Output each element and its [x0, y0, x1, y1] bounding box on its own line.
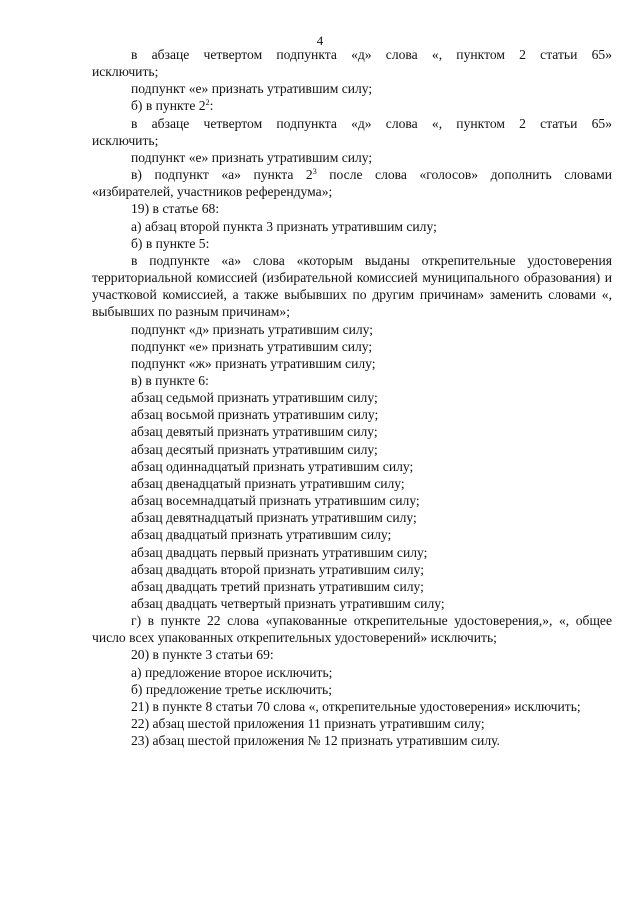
paragraph — [92, 166, 612, 183]
paragraph — [92, 80, 612, 97]
paragraph — [92, 664, 612, 681]
paragraph — [92, 218, 612, 235]
paragraph — [92, 715, 612, 732]
paragraph — [92, 526, 612, 543]
paragraph-text: подпункт «е» признать утратившим силу; — [131, 338, 373, 354]
paragraph-text: абзац восьмой признать утратившим силу; — [131, 407, 379, 423]
paragraph-text: в абзаце четвертом подпункта «д» слова «, пунктом 2 статьи 65» — [131, 115, 612, 131]
page-number: 4 — [316, 33, 324, 48]
document-body — [92, 46, 612, 749]
paragraph-text: абзац седьмой признать утратившим силу; — [131, 390, 378, 406]
paragraph-text: абзац десятый признать утратившим силу; — [131, 441, 378, 457]
paragraph-text: б) в пункте 2 — [131, 98, 206, 114]
paragraph-text: а) предложение второе исключить; — [131, 664, 333, 680]
paragraph — [92, 97, 612, 114]
paragraph-text: исключить; — [92, 132, 159, 148]
paragraph — [92, 372, 612, 389]
paragraph-text: абзац восемнадцатый признать утратившим силу; — [131, 493, 420, 509]
paragraph-text: 23) абзац шестой приложения № 12 признать утратившим силу. — [131, 733, 500, 749]
paragraph-text: абзац двадцать четвертый признать утратившим силу; — [131, 596, 445, 611]
paragraph-text: абзац одиннадцатый признать утратившим силу; — [131, 458, 414, 474]
paragraph — [92, 63, 612, 80]
paragraph-text: абзац двадцать второй признать утратившим силу; — [131, 561, 424, 577]
paragraph — [92, 578, 612, 595]
paragraph-text: в абзаце четвертом подпункта «д» слова «, пунктом 2 статьи 65» — [131, 47, 612, 62]
paragraph-text: абзац двенадцатый признать утратившим силу; — [131, 475, 405, 491]
superscript: 2 — [205, 98, 210, 108]
paragraph — [92, 46, 612, 63]
paragraph — [92, 235, 612, 252]
paragraph-text: подпункт «ж» признать утратившим силу; — [131, 355, 376, 371]
paragraph-text: абзац двадцать третий признать утратившим силу; — [131, 578, 424, 594]
paragraph — [92, 338, 612, 355]
paragraph-text: абзац двадцатый признать утратившим силу; — [131, 527, 392, 543]
paragraph — [92, 389, 612, 406]
paragraph-text-tail: после слова «голосов» дополнить словами — [316, 167, 612, 183]
paragraph-text: 20) в пункте 3 статьи 69: — [131, 647, 274, 663]
paragraph — [92, 646, 612, 663]
superscript: 3 — [312, 167, 317, 177]
paragraph-text: 19) в статье 68: — [131, 201, 220, 217]
paragraph-text: подпункт «е» признать утратившим силу; — [131, 81, 373, 97]
paragraph-text: «избирателей, участников референдума»; — [92, 184, 333, 200]
paragraph — [92, 115, 612, 132]
paragraph-text: г) в пункте 22 слова «упакованные открепительные удостоверения,», «, общее число всех упакованных открепительных удостоверений» исключить; — [92, 613, 612, 646]
paragraph-text: абзац двадцать первый признать утратившим силу; — [131, 544, 428, 560]
paragraph — [92, 252, 612, 321]
paragraph — [92, 509, 612, 526]
paragraph — [92, 561, 612, 578]
paragraph-text: абзац девятый признать утратившим силу; — [131, 424, 378, 440]
paragraph-text: в подпункте «а» слова «которым выданы открепительные удостоверения территориальной комиссией (избирательной комиссией муниципального образования) и участковой комиссией, а также выбывших по другим причинам» заменить словами «, выбывших по разным причинам»; — [92, 252, 612, 320]
paragraph-text: подпункт «е» признать утратившим силу; — [131, 149, 373, 165]
paragraph-text: абзац девятнадцатый признать утратившим силу; — [131, 510, 417, 526]
paragraph — [92, 475, 612, 492]
paragraph — [92, 132, 612, 149]
paragraph-text: 21) в пункте 8 статьи 70 слова «, открепительные удостоверения» исключить; — [131, 698, 581, 714]
paragraph — [92, 355, 612, 372]
paragraph-text-tail: : — [209, 98, 214, 114]
paragraph — [92, 183, 612, 200]
paragraph-text: а) абзац второй пункта 3 признать утратившим силу; — [131, 218, 437, 234]
paragraph — [92, 423, 612, 440]
paragraph — [92, 406, 612, 423]
paragraph — [92, 321, 612, 338]
paragraph-text: б) в пункте 5: — [131, 235, 210, 251]
paragraph — [92, 458, 612, 475]
paragraph — [92, 149, 612, 166]
paragraph — [92, 544, 612, 561]
paragraph-text: в) подпункт «а» пункта 2 — [131, 167, 313, 183]
paragraph — [92, 200, 612, 217]
paragraph-text: 22) абзац шестой приложения 11 признать утратившим силу; — [131, 716, 485, 732]
paragraph — [92, 681, 612, 698]
paragraph-text: подпункт «д» признать утратившим силу; — [131, 321, 374, 337]
paragraph — [92, 441, 612, 458]
paragraph-text: б) предложение третье исключить; — [131, 681, 333, 697]
paragraph — [92, 595, 612, 612]
paragraph — [92, 698, 612, 715]
paragraph — [92, 732, 612, 749]
paragraph — [92, 492, 612, 509]
paragraph-text: в) в пункте 6: — [131, 372, 209, 388]
paragraph — [92, 612, 612, 646]
paragraph-text: исключить; — [92, 64, 159, 80]
